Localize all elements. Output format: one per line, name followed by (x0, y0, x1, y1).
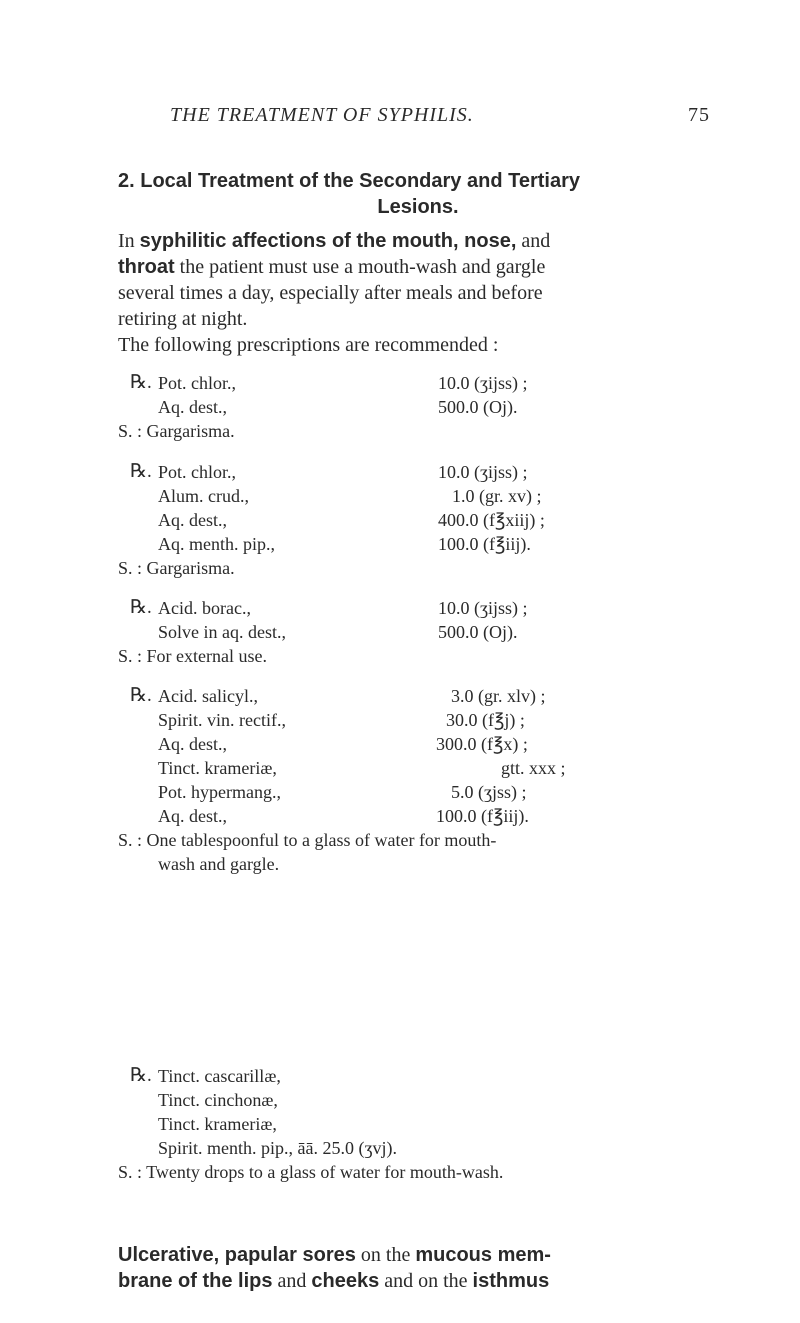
ingredient: Pot. hypermang., (158, 782, 281, 802)
ingredient: Acid. salicyl., (158, 686, 258, 706)
amount: 5.0 (ʒjss) ; (451, 782, 527, 802)
recipe-symbol: ℞. (130, 372, 152, 393)
rx-line (118, 395, 738, 419)
signa: S. : One tablespoonful to a glass of water for mouth- (118, 830, 497, 850)
rx-line (118, 460, 738, 484)
ingredient: Tinct. krameriæ, (158, 1114, 277, 1134)
amount: 10.0 (ʒijss) ; (438, 373, 528, 393)
rx-line (118, 1160, 738, 1184)
intro-emphasis: syphilitic affections of the mouth, nose, (139, 230, 517, 252)
ingredient: Acid. borac., (158, 598, 251, 618)
ingredient: Solve in aq. dest., (158, 622, 286, 642)
ingredient: Spirit. menth. pip., āā. 25.0 (ʒvj). (158, 1138, 397, 1158)
closing-text: and on the (379, 1270, 473, 1292)
ingredient: Pot. chlor., (158, 373, 237, 393)
closing-emphasis: mucous mem- (415, 1244, 551, 1266)
amount: 10.0 (ʒijss) ; (438, 462, 528, 482)
signa-continued: wash and gargle. (158, 854, 280, 874)
intro-text: the patient must use a mouth-wash and gargle (174, 256, 546, 278)
amount: 1.0 (gr. xv) ; (452, 486, 542, 506)
amount: 100.0 (f℥iij). (436, 806, 529, 826)
ingredient: Aq. dest., (158, 397, 227, 417)
amount: gtt. xxx ; (501, 758, 566, 778)
ingredient: Aq. dest., (158, 734, 227, 754)
rx-line (118, 419, 738, 443)
rx-line (118, 1136, 738, 1160)
ingredient: Aq. menth. pip., (158, 534, 275, 554)
rx-line (118, 532, 738, 556)
rx-line (118, 1112, 738, 1136)
rx-line (118, 620, 738, 644)
rx-line (118, 556, 738, 580)
closing-line-1 (118, 1242, 728, 1268)
section-heading-line-2: Lesions. (377, 196, 459, 218)
intro-text: and (516, 230, 551, 252)
rx-line (118, 1088, 738, 1112)
ingredient: Tinct. krameriæ, (158, 758, 277, 778)
ingredient: Tinct. cascarillæ, (158, 1066, 281, 1086)
page-number: 75 (688, 104, 710, 126)
intro-line-3: several times a day, especially after meals and before (118, 282, 543, 304)
closing-line-2 (118, 1268, 728, 1294)
recipe-symbol: ℞. (130, 685, 152, 706)
closing-paragraph (118, 1242, 728, 1294)
closing-emphasis: brane of the lips (118, 1270, 273, 1292)
intro-line-2 (118, 254, 724, 280)
intro-line-4: retiring at night. (118, 308, 248, 330)
rx-line (118, 756, 738, 780)
prescription-4 (118, 684, 738, 876)
prescription-1 (118, 371, 738, 443)
amount: 30.0 (f℥j) ; (446, 710, 525, 730)
ingredient: Pot. chlor., (158, 462, 237, 482)
closing-emphasis: isthmus (472, 1270, 550, 1292)
closing-text: on the (355, 1244, 416, 1266)
amount: 3.0 (gr. xlv) ; (451, 686, 546, 706)
signa: S. : For external use. (118, 646, 267, 666)
rx-line (118, 1064, 738, 1088)
signa: S. : Gargarisma. (118, 558, 235, 578)
recipe-symbol: ℞. (130, 461, 152, 482)
amount: 500.0 (Oj). (438, 397, 518, 417)
ingredient: Aq. dest., (158, 510, 227, 530)
recipe-symbol: ℞. (130, 597, 152, 618)
rx-line (118, 708, 738, 732)
ingredient: Alum. crud., (158, 486, 249, 506)
section-heading (118, 168, 718, 220)
intro-paragraph (118, 228, 724, 358)
amount: 300.0 (f℥x) ; (436, 734, 528, 754)
intro-line-1 (118, 228, 724, 254)
rx-line (118, 828, 738, 852)
rx-line (118, 780, 738, 804)
prescription-3 (118, 596, 738, 668)
prescription-2 (118, 460, 738, 580)
closing-emphasis: Ulcerative, papular sores (118, 1244, 356, 1266)
section-heading-line-1: 2. Local Treatment of the Secondary and Tertiary (118, 170, 580, 192)
amount: 10.0 (ʒijss) ; (438, 598, 528, 618)
ingredient: Tinct. cinchonæ, (158, 1090, 278, 1110)
intro-line-5: The following prescriptions are recommended : (118, 334, 499, 356)
closing-emphasis: cheeks (311, 1270, 380, 1292)
recipe-symbol: ℞. (130, 1065, 152, 1086)
signa: S. : Gargarisma. (118, 421, 235, 441)
rx-line (118, 644, 738, 668)
running-head-title: THE TREATMENT OF SYPHILIS. (170, 104, 474, 126)
rx-line (118, 732, 738, 756)
rx-line (118, 371, 738, 395)
rx-line (118, 484, 738, 508)
intro-emphasis: throat (118, 256, 175, 278)
rx-line (118, 852, 738, 876)
signa: S. : Twenty drops to a glass of water for mouth-wash. (118, 1162, 504, 1182)
ingredient: Aq. dest., (158, 806, 227, 826)
amount: 500.0 (Oj). (438, 622, 518, 642)
intro-text: In (118, 230, 140, 252)
rx-line (118, 596, 738, 620)
prescription-5 (118, 1064, 738, 1184)
ingredient: Spirit. vin. rectif., (158, 710, 286, 730)
amount: 100.0 (f℥iij). (438, 534, 531, 554)
amount: 400.0 (f℥xiij) ; (438, 510, 545, 530)
rx-line (118, 684, 738, 708)
closing-text: and (272, 1270, 312, 1292)
rx-line (118, 508, 738, 532)
rx-line (118, 804, 738, 828)
